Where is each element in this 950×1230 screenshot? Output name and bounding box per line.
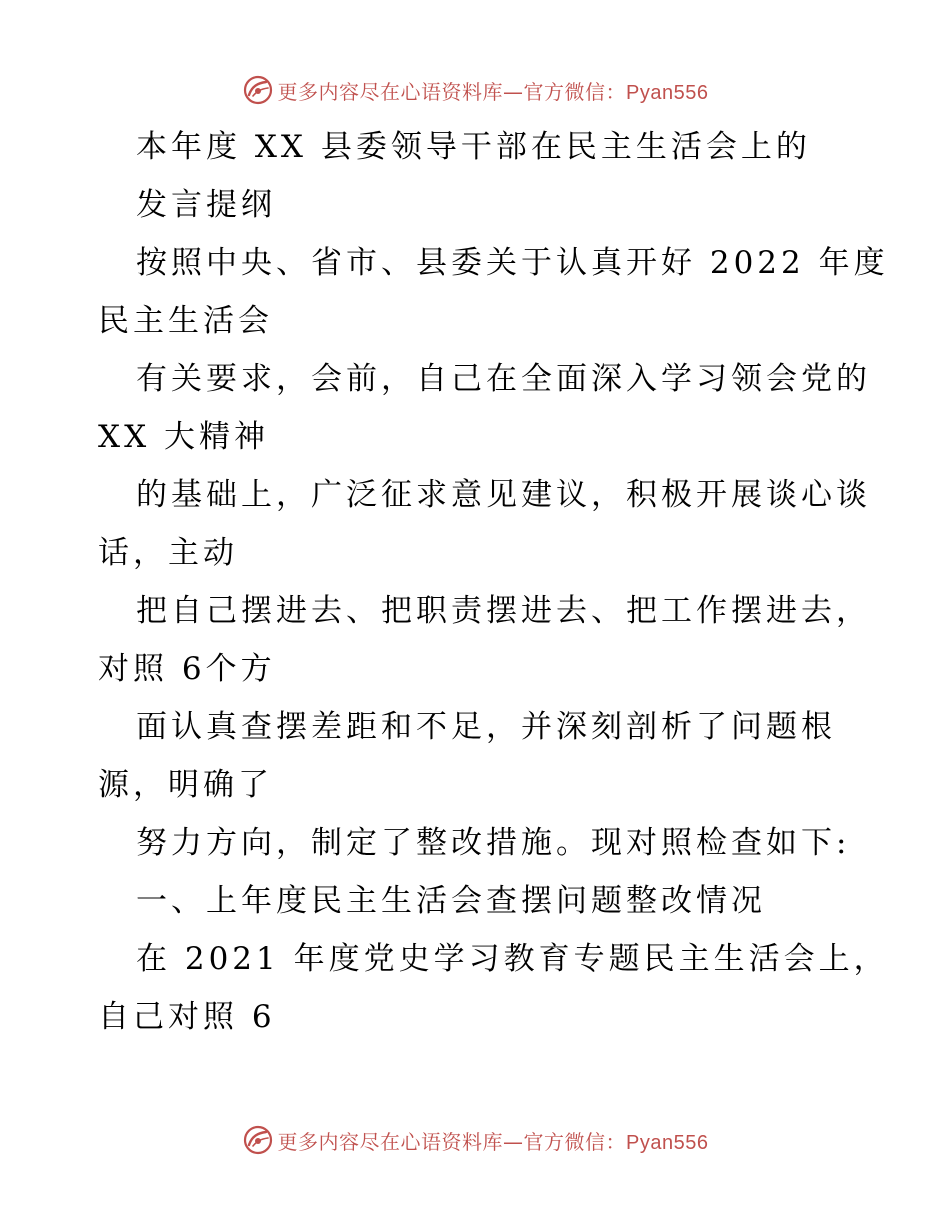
doc-line-15: 在 2021 年度党史学习教育专题民主生活会上， xyxy=(136,941,889,977)
watermark-text xyxy=(278,76,709,105)
watermark-handle: Pyan556 xyxy=(626,81,709,104)
watermark-handle: Pyan556 xyxy=(626,1131,709,1154)
doc-line-11: 面认真查摆差距和不足，并深刻剖析了问题根 xyxy=(136,709,836,745)
doc-line-2: 发言提纲 xyxy=(136,187,276,223)
watermark-text xyxy=(278,1126,709,1155)
doc-line-1: 本年度 XX 县委领导干部在民主生活会上的 xyxy=(136,129,811,165)
doc-line-4: 民主生活会 xyxy=(98,303,273,339)
watermark-banner-bottom xyxy=(0,1120,950,1160)
doc-line-8: 话，主动 xyxy=(98,535,238,571)
signature-seal-logo-icon xyxy=(242,1124,274,1156)
doc-line-13: 努力方向，制定了整改措施。现对照检查如下: xyxy=(136,825,851,861)
doc-line-7: 的基础上，广泛征求意见建议，积极开展谈心谈 xyxy=(136,477,871,513)
doc-line-5: 有关要求，会前，自己在全面深入学习领会党的 xyxy=(136,361,871,397)
doc-line-9: 把自己摆进去、把职责摆进去、把工作摆进去， xyxy=(136,593,871,629)
doc-line-10: 对照 6个方 xyxy=(98,651,276,687)
doc-line-3: 按照中央、省市、县委关于认真开好 2022 年度 xyxy=(136,245,889,281)
doc-line-6: XX 大精神 xyxy=(98,419,269,455)
watermark-banner-top xyxy=(0,70,950,110)
doc-line-16: 自己对照 6 xyxy=(98,999,276,1035)
watermark-caption: 更多内容尽在心语资料库—官方微信： xyxy=(277,79,627,104)
doc-line-14: 一、上年度民主生活会查摆问题整改情况 xyxy=(136,883,766,919)
watermark-caption: 更多内容尽在心语资料库—官方微信： xyxy=(277,1129,627,1154)
signature-seal-logo-icon xyxy=(242,74,274,106)
document-body xyxy=(98,118,889,1046)
doc-line-12: 源，明确了 xyxy=(98,767,273,803)
